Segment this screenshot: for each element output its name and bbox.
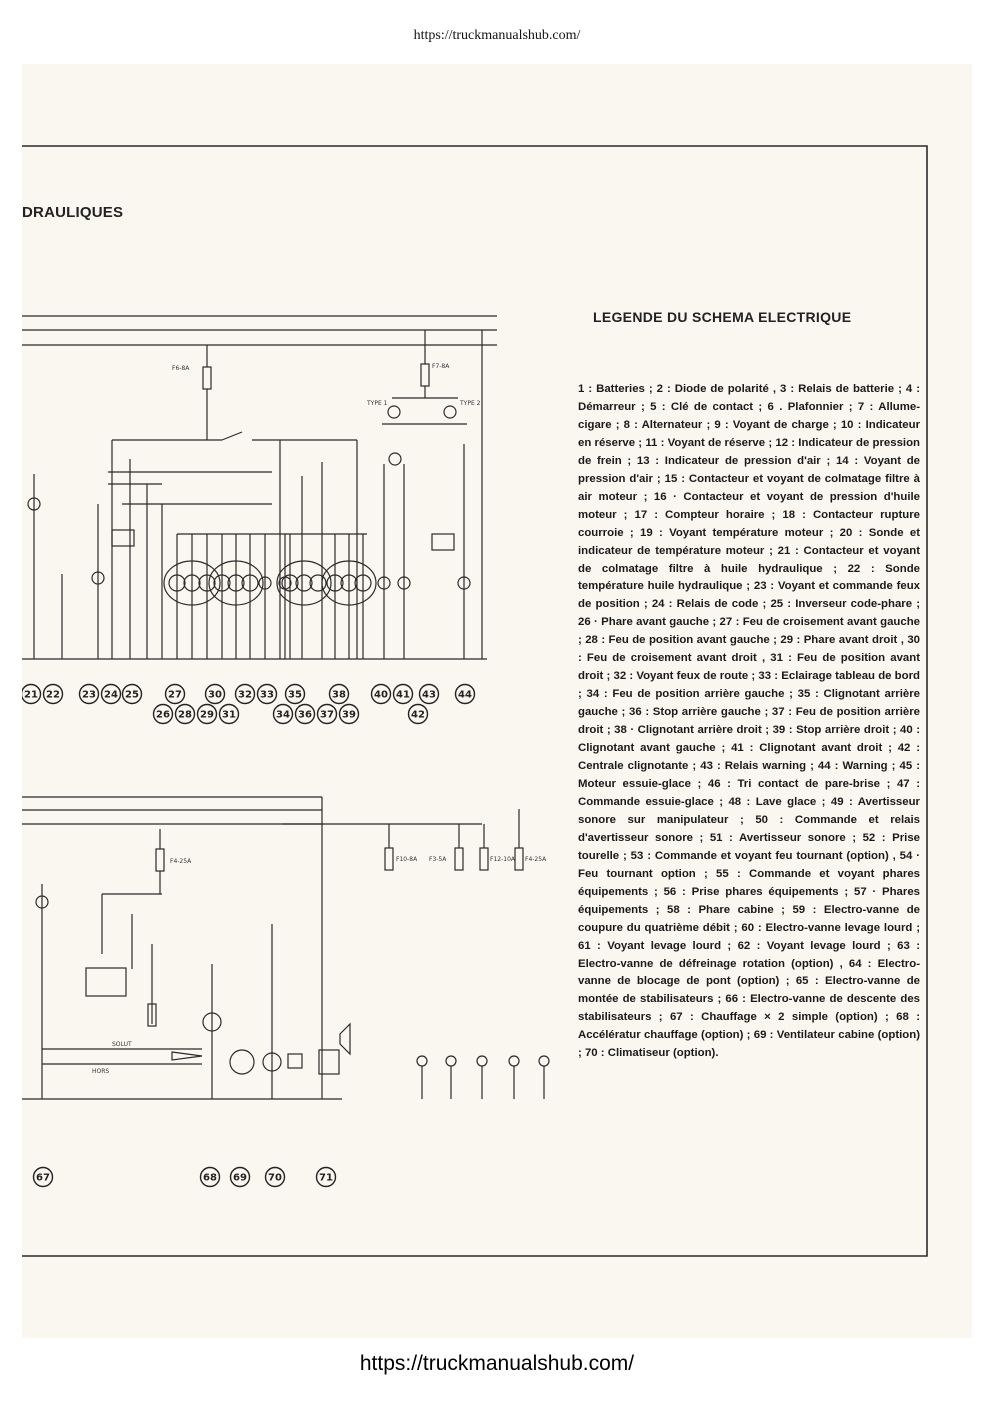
svg-text:28: 28 [178,709,192,721]
type-label-1: TYPE 1 [367,400,388,407]
component-number-28 [176,705,195,724]
svg-text:71: 71 [319,1172,333,1184]
svg-text:21: 21 [24,689,38,701]
component-number-44 [456,685,475,704]
svg-text:31: 31 [222,709,236,721]
svg-text:44: 44 [458,689,472,701]
svg-text:32: 32 [238,689,252,701]
component-number-38 [330,685,349,704]
svg-text:33: 33 [260,689,274,701]
svg-text:23: 23 [82,689,96,701]
svg-text:69: 69 [233,1172,247,1184]
legend-title: LEGENDE DU SCHEMA ELECTRIQUE [593,309,852,325]
fuse-label-f7: F7-8A [432,363,450,370]
component-number-37 [318,705,337,724]
svg-text:39: 39 [342,709,356,721]
component-number-35 [286,685,305,704]
component-number-22 [44,685,63,704]
component-number-30 [206,685,225,704]
fuse-label-f4b: F4-25A [525,856,547,863]
fuse-label-f6: F6-8A [172,365,190,372]
svg-text:40: 40 [374,689,388,701]
svg-text:37: 37 [320,709,334,721]
manual-page [22,64,972,1338]
component-number-71 [317,1168,336,1187]
svg-text:36: 36 [298,709,312,721]
component-number-36 [296,705,315,724]
svg-text:25: 25 [125,689,139,701]
bottom-url[interactable]: https://truckmanualshub.com/ [359,1352,635,1375]
type-label-2: TYPE 2 [460,400,481,407]
component-number-67 [34,1168,53,1187]
component-number-29 [198,705,217,724]
svg-text:30: 30 [208,689,222,701]
svg-text:34: 34 [276,709,290,721]
svg-text:67: 67 [36,1172,50,1184]
svg-text:26: 26 [156,709,170,721]
svg-text:70: 70 [268,1172,282,1184]
fuse-label-f3: F3-5A [429,856,447,863]
svg-text:24: 24 [104,689,118,701]
component-number-39 [340,705,359,724]
component-number-21 [22,685,41,704]
svg-text:38: 38 [332,689,346,701]
component-number-25 [123,685,142,704]
component-number-34 [274,705,293,724]
fuse-label-f12: F12-10A [490,856,515,863]
svg-text:22: 22 [46,689,60,701]
component-number-42 [409,705,428,724]
component-number-40 [372,685,391,704]
component-number-26 [154,705,173,724]
component-number-69 [231,1168,250,1187]
svg-text:68: 68 [203,1172,217,1184]
component-number-27 [166,685,185,704]
component-number-41 [394,685,413,704]
svg-text:41: 41 [396,689,410,701]
fuse-label-f4: F4-25A [170,858,192,865]
top-url[interactable]: https://truckmanualshub.com/ [413,28,581,43]
legend-text: 1 : Batteries ; 2 : Diode de polarité , 3 : Relais de batterie ; 4 : Démarreur ; 5 : Clé de contact ; 6 . Plafonnier ; 7 : Allume-cigare ; 8 : Alternateur ; 9 : Voyant de charge ; 10 : Indicateur en réserve ; 11 : Voyant de réserve ; 12 : Indicateur de pression de frein ; 13 : Indicateur de pression d'air ; 14 : Voyant de pression d'air ; 15 : Contacteur et voyant de colmatage filtre à air moteur ; 16 · Contacteur et voyant de pression d'huile moteur ; 17 : Compteur horaire ; 18 : Contacteur rupture courroie ; 19 : Voyant température moteur ; 20 : Sonde et indicateur de température moteur ; 21 : Contacteur et voyant de colmatage filtre à huile hydraulique ; 22 : Sonde température huile hydraulique ; 23 : Voyant et commande feux de position ; 24 : Relais de code ; 25 : Inverseur code-phare ; 26 · Phare avant gauche ; 27 : Feu de croisement avant gauche ; 28 : Feu de position avant gauche ; 29 : Phare avant droit , 30 : Feu de croisement avant droit , 31 : Feu de position avant droit ; 32 : Voyant feux de route ; 33 : Eclairage tableau de bord ; 34 : Feu de position arrière gauche ; 35 : Clignotant arrière gauche ; 36 : Stop arrière gauche ; 37 : Feu de position arrière droit ; 38 · Clignotant arrière droit ; 39 : Stop arrière droit ; 40 : Clignotant avant gauche ; 41 : Clignotant avant droit ; 42 : Centrale clignotante ; 43 : Relais warning ; 44 : Warning ; 45 : Moteur essuie-glace ; 46 : Tri contact de pare-brise ; 47 : Commande essuie-glace ; 48 : Lave glace ; 49 : Avertisseur sonore sur manipulateur ; 50 : Commande et relais d'avertisseur sonore ; 51 : Avertisseur sonore ; 52 : Prise tourelle ; 53 : Commande et voyant feu tournant (option) , 54 · Feu tournant option ; 55 : Commande et voyant phares équipements ; 56 : Prise phares équipements ; 57 · Phares équipements ; 58 : Phare cabine ; 59 : Electro-vanne de coupure du quatrième débit ; 60 : Electro-vanne levage lourd ; 61 : Voyant levage lourd ; 62 : Voyant levage lourd ; 63 : Electro-vanne de défreinage rotation (option) , 64 : Electro-vanne de blocage de pont (option) ; 65 : Electro-vanne de montée de stabilisateurs ; 66 : Electro-vanne de descente des stabilisateurs ; 67 : Chauffage × 2 simple (option) ; 68 : Accélératur chauffage (option) ; 69 : Ventilateur cabine (option) ; 70 : Climatiseur (option). [578,383,920,1060]
svg-text:43: 43 [422,689,436,701]
svg-text:42: 42 [411,709,425,721]
component-number-23 [80,685,99,704]
wire-label-1: SOLUT [112,1041,132,1048]
wire-label-2: HORS [92,1068,110,1075]
component-number-33 [258,685,277,704]
fuse-label-f10: F10-8A [396,856,418,863]
diagram-section-title: DRAULIQUES [22,204,124,221]
component-number-32 [236,685,255,704]
component-number-70 [266,1168,285,1187]
svg-text:27: 27 [168,689,182,701]
svg-text:35: 35 [288,689,302,701]
component-number-68 [201,1168,220,1187]
component-number-24 [102,685,121,704]
component-number-43 [420,685,439,704]
component-number-31 [220,705,239,724]
svg-text:29: 29 [200,709,214,721]
